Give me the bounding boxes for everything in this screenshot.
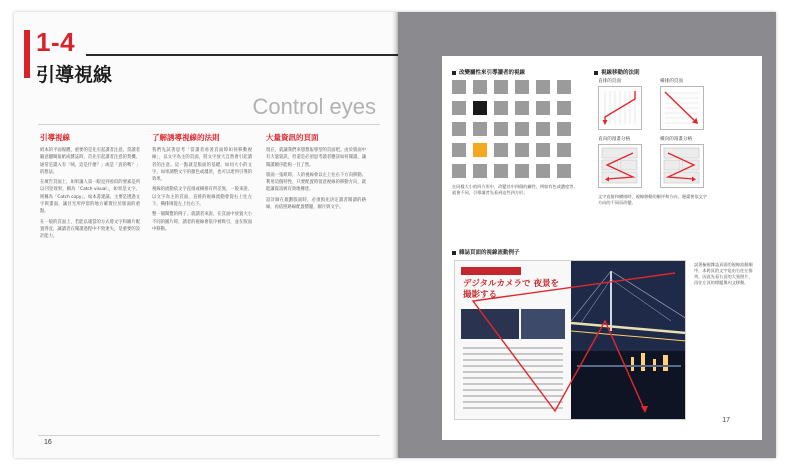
- grid-square: [494, 164, 508, 178]
- flow-title-horizontal-manga: 橫向的漫畫分格: [660, 137, 693, 142]
- grid-square: [494, 80, 508, 94]
- text-column-3: [266, 132, 366, 211]
- magazine-headline: デジタルカメラで 夜景を撮影する: [463, 279, 559, 300]
- figure-sheet: [442, 56, 762, 440]
- paragraph: 在廣告頁面上，如果讓人第一眼見到看似的要素是所以刊登效果，稱為「Catch visual」，如果是文字，則稱為「Catch copy」。如本書建議，主要是透過文字與畫面，讓目光所停留的地方確實位於版面的重點。: [40, 180, 140, 215]
- figure-2-caption: 文字直排和橫排時，視線移動的順序和方向，漫畫會依文字方向的不同而改變。: [598, 194, 707, 205]
- right-page: [398, 12, 776, 458]
- grid-square: [536, 80, 550, 94]
- vertical-text-flow-diagram: [598, 86, 642, 130]
- grid-square: [557, 80, 571, 94]
- flow-title-vertical-manga: 直向的漫畫分格: [598, 137, 631, 142]
- figure-1-label: 改變屬性來引導讀者的視線: [452, 68, 525, 76]
- grid-square: [515, 122, 529, 136]
- paragraph: 整一個閱覽的例子，就讀者來說，在頁面中放置大小不同的圖片時，讀者的視線會依序被吸引，並在版面中移動。: [152, 212, 252, 232]
- paragraph: 版面一張紙時，人的視線會以左上往右下方向移動。利用這個特性，只要配置時留意視線的移動方向，就能讓資訊被有效地傳達。: [266, 172, 366, 193]
- paragraph: 視線的流動依文字直排或橫排有所差異，一般來說，以文字為主的頁面，直排的視線流動會從右上往左下，橫排則從左上往右下。: [152, 187, 252, 208]
- section-title-english: Control eyes: [252, 94, 376, 119]
- grid-square: [515, 101, 529, 115]
- grid-square: [494, 143, 508, 157]
- grid-square: [557, 122, 571, 136]
- reading-flow-arrow-icon: [455, 261, 686, 420]
- figure-2-label: 視線移動的法則: [594, 68, 640, 76]
- grid-square: [473, 122, 487, 136]
- bullet-square-icon: [594, 71, 598, 75]
- horizontal-flow-arrow-icon: [661, 87, 702, 128]
- manga-horizontal-arrow-icon: [661, 145, 702, 186]
- paragraph: 我們先試著思考「當讀者看著頁面時如何移動視線」，以文字為主的頁面，將文字放大自然會引起讀者的注意。這一點就是版面的基礎。如同大小的文字，如果調整文字的顏色或濃淡，也可以達到引導的效果。: [152, 148, 252, 183]
- grid-square: [536, 164, 550, 178]
- column-heading: 引導視線: [40, 133, 70, 142]
- paragraph: 在一般的頁面上，若能以適當的方式將文字和圖片配置得宜，讓讀者在閱讀過程中不致迷失，是重要的設計能力。: [40, 219, 140, 240]
- footer-rule: [38, 435, 380, 436]
- flow-title-vertical: 直排的頁面: [598, 79, 621, 84]
- divider: [38, 124, 380, 125]
- grid-square: [536, 101, 550, 115]
- figure-3-label: 雜誌頁面的視線流動例子: [452, 248, 520, 256]
- section-rule: [86, 54, 398, 56]
- grid-square: [515, 164, 529, 178]
- grid-square: [536, 122, 550, 136]
- grid-square: [515, 143, 529, 157]
- column-heading: 了解誘導視線的法則: [152, 133, 220, 142]
- grid-square: [494, 122, 508, 136]
- section-accent-bar: [24, 30, 30, 78]
- grid-square: [557, 164, 571, 178]
- grid-square: [473, 164, 487, 178]
- figure-3-caption: 試著檢視雜誌頁面的視線流動順序，本跨頁的文字是由右往左排列，因此先看右頁的大張照片，再往左頁的標題與內文移動。: [694, 262, 753, 285]
- paragraph: 紙本的平面媒體，重要的是先引起讀者注意。當讀者隨意翻閱報紙或雜誌時，首先引起讀者注意的契機，通常是讀入有「咦，這是什麼？」或是「真的嗎？」的想法。: [40, 148, 140, 175]
- figure-1-caption: 在同樣大小的四方形中，改變其中四個的屬性，例如有色或濃度等，就會不同，引導讀者先看到這些四方形。: [452, 184, 578, 195]
- page-number-left: 16: [44, 439, 52, 446]
- magazine-spread-example: [454, 260, 686, 420]
- grid-square: [452, 101, 466, 115]
- flow-title-horizontal: 橫排的頁面: [660, 79, 683, 84]
- grid-square: [494, 101, 508, 115]
- horizontal-text-flow-diagram: [660, 86, 704, 130]
- horizontal-manga-flow-diagram: [660, 144, 704, 188]
- grid-square: [452, 164, 466, 178]
- section-number: 1-4: [36, 27, 76, 57]
- column-heading: 大量資訊的頁面: [266, 133, 319, 142]
- vertical-flow-arrow-icon: [599, 87, 640, 128]
- text-column-2: [152, 132, 252, 233]
- grid-square: [452, 122, 466, 136]
- section-title: 引導視線: [36, 64, 113, 86]
- manga-vertical-arrow-icon: [599, 145, 640, 186]
- grid-square: [515, 80, 529, 94]
- bullet-square-icon: [452, 71, 456, 75]
- paragraph: 現在，就讓我們來想想報導型的頁面吧。由於版面中有大量資訊，但還是必須思考讀者應該如何閱讀，讓閱讀順序能夠一目了然。: [266, 148, 366, 168]
- grid-square: [473, 80, 487, 94]
- page-number-right: 17: [722, 417, 730, 424]
- bullet-square-icon: [452, 251, 456, 255]
- grid-square: [452, 80, 466, 94]
- grid-square: [473, 143, 487, 157]
- grid-square: [557, 101, 571, 115]
- paragraph: 設計師在規劃版面時，必須預先決定讀者閱讀的路線，再依照路線配置標題、圖片與文字。: [266, 197, 366, 211]
- left-page: [14, 12, 398, 458]
- grid-square: [536, 143, 550, 157]
- grid-square: [557, 143, 571, 157]
- vertical-manga-flow-diagram: [598, 144, 642, 188]
- grid-square: [473, 101, 487, 115]
- text-column-1: [40, 132, 140, 241]
- grid-square: [452, 143, 466, 157]
